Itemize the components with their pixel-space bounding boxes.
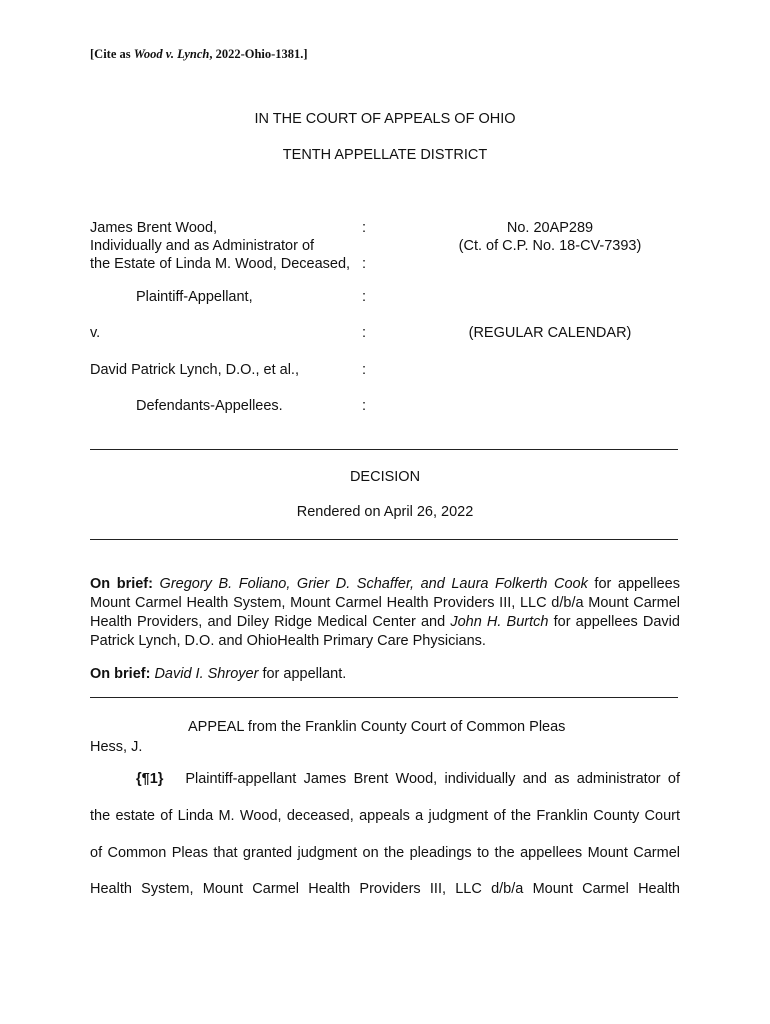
plaintiff-capacity: Individually and as Administrator of (90, 238, 315, 254)
paragraph-line: the estate of Linda M. Wood, deceased, appeals a judgment of the Franklin County Court (90, 808, 680, 824)
judge-name: Hess, J. (90, 739, 143, 755)
appeal-heading: APPEAL from the Franklin County Court of Common Pleas (188, 719, 566, 735)
citation-header: [Cite as Wood v. Lynch, 2022-Ohio-1381.] (90, 47, 308, 61)
appellant-attorney: David I. Shroyer (154, 666, 259, 682)
district-name: TENTH APPELLATE DISTRICT (282, 147, 488, 163)
paragraph-line: Health System, Mount Carmel Health Providers III, LLC d/b/a Mount Carmel Health (90, 881, 680, 897)
caption-colon: : (362, 256, 367, 272)
case-number: No. 20AP289 (506, 220, 594, 236)
appellees-brief: On brief: Gregory B. Foliano, Grier D. Schaffer, and Laura Folkerth Cook for appellees Mount Carmel Health System, Mount Carmel Health Providers III, LLC d/b/a Mount Carmel Health Providers, and Diley Ridge Medical Center and John H. Burtch for appellees David Patrick Lynch, D.O. and OhioHealth Primary Care Physicians. (90, 576, 680, 649)
citation-case-name: Wood v. Lynch (133, 47, 210, 61)
rendered-date: Rendered on April 26, 2022 (296, 504, 474, 520)
plaintiff-role: Plaintiff-Appellant, (136, 289, 253, 305)
appellees-attorney-2: John H. Burtch (450, 614, 549, 630)
paragraph-line: {¶1} Plaintiff-appellant James Brent Wood, individually and as administrator of (136, 771, 680, 787)
lower-case-number: (Ct. of C.P. No. 18-CV-7393) (458, 238, 642, 254)
plaintiff-estate: the Estate of Linda M. Wood, Deceased, (90, 256, 351, 272)
versus: v. (90, 325, 101, 341)
caption-colon: : (362, 362, 367, 378)
caption-colon: : (362, 325, 367, 341)
paragraph-marker: {¶1} (136, 771, 164, 787)
caption-colon: : (362, 289, 367, 305)
appellant-brief: On brief: David I. Shroyer for appellant. (90, 666, 347, 682)
defendant-role: Defendants-Appellees. (136, 398, 283, 414)
calendar-designation: (REGULAR CALENDAR) (468, 325, 632, 341)
caption-colon: : (362, 220, 367, 236)
decision-title: DECISION (349, 469, 421, 485)
caption-colon: : (362, 398, 367, 414)
divider (90, 449, 678, 450)
plaintiff-name: James Brent Wood, (90, 220, 218, 236)
court-name: IN THE COURT OF APPEALS OF OHIO (254, 111, 516, 127)
appellees-attorneys: Gregory B. Foliano, Grier D. Schaffer, and Laura Folkerth Cook (159, 576, 588, 592)
divider (90, 539, 678, 540)
paragraph-line: of Common Pleas that granted judgment on the pleadings to the appellees Mount Carmel (90, 845, 680, 861)
divider (90, 697, 678, 698)
defendant-name: David Patrick Lynch, D.O., et al., (90, 362, 299, 378)
